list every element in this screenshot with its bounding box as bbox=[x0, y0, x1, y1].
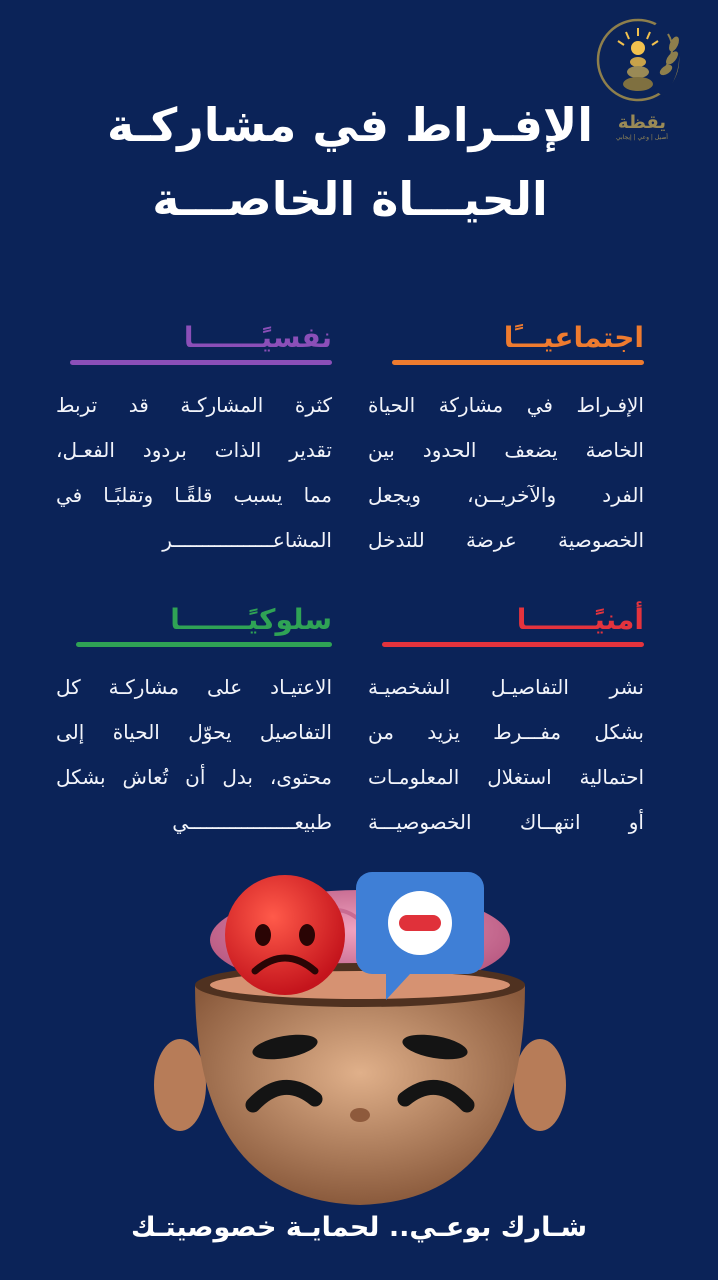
body-line: طبيعــــــــــــــــــي bbox=[172, 810, 332, 834]
heading-underline bbox=[70, 360, 332, 365]
body-line: الاعتيـاد على مشاركـة كل bbox=[56, 675, 332, 699]
section-heading: نفسيًـــــــا bbox=[183, 321, 332, 354]
body-line: الخصوصية عرضة للتدخل bbox=[368, 528, 644, 552]
body-line: التفاصيل يحوّل الحياة إلى bbox=[56, 720, 332, 744]
section-body bbox=[368, 665, 644, 845]
body-line: كثرة المشاركـة قد تربط bbox=[56, 393, 332, 417]
body-line: احتمالية استغلال المعلومـات bbox=[368, 765, 644, 789]
logo-tagline: أصيل | وعي | إيجابي bbox=[616, 134, 668, 141]
body-line: أو انتهــاك الخصوصيـــة bbox=[368, 810, 644, 834]
body-line: الفرد والآخريــن، ويجعل bbox=[368, 483, 644, 507]
body-line: مما يسبب قلقًـا وتقلبًـا في bbox=[56, 483, 332, 507]
body-line: الإفـراط في مشاركة الحياة bbox=[368, 393, 644, 417]
page-title bbox=[80, 88, 620, 236]
heading-underline bbox=[76, 642, 332, 647]
logo-wordmark: يقظة bbox=[617, 112, 667, 133]
body-line: الخاصة يضعف الحدود بين bbox=[368, 438, 644, 462]
heading-underline bbox=[382, 642, 644, 647]
title-line-2: الحيـــاة الخاصـــة bbox=[152, 172, 548, 226]
section-body bbox=[56, 665, 332, 845]
body-line: محتوى، بدل أن تُعاش بشكل bbox=[56, 765, 332, 789]
section-social bbox=[368, 318, 644, 563]
section-behavioral bbox=[56, 600, 332, 845]
body-line: المشاعـــــــــــــــــر bbox=[162, 528, 332, 552]
section-heading: أمنيًـــــــا bbox=[516, 603, 644, 636]
section-security bbox=[368, 600, 644, 845]
body-line: نشر التفاصيـل الشخصيـة bbox=[368, 675, 644, 699]
sad-face-icon bbox=[225, 875, 345, 995]
body-line: بشكل مفـــرط يزيد من bbox=[368, 720, 644, 744]
section-body bbox=[56, 383, 332, 563]
heading-underline bbox=[392, 360, 644, 365]
title-line-1: الإفـراط في مشاركـة bbox=[106, 98, 594, 152]
section-psychological bbox=[56, 318, 332, 563]
section-body bbox=[368, 383, 644, 563]
stressed-head-illustration bbox=[150, 860, 570, 1220]
section-heading: اجتماعيـــًا bbox=[503, 321, 644, 354]
body-line: تقدير الذات بردود الفعـل، bbox=[56, 438, 332, 462]
footer-slogan: شـارك بوعـي.. لحمايـة خصوصيتـك bbox=[130, 1212, 588, 1243]
section-heading: سلوكيًـــــــا bbox=[170, 603, 332, 636]
